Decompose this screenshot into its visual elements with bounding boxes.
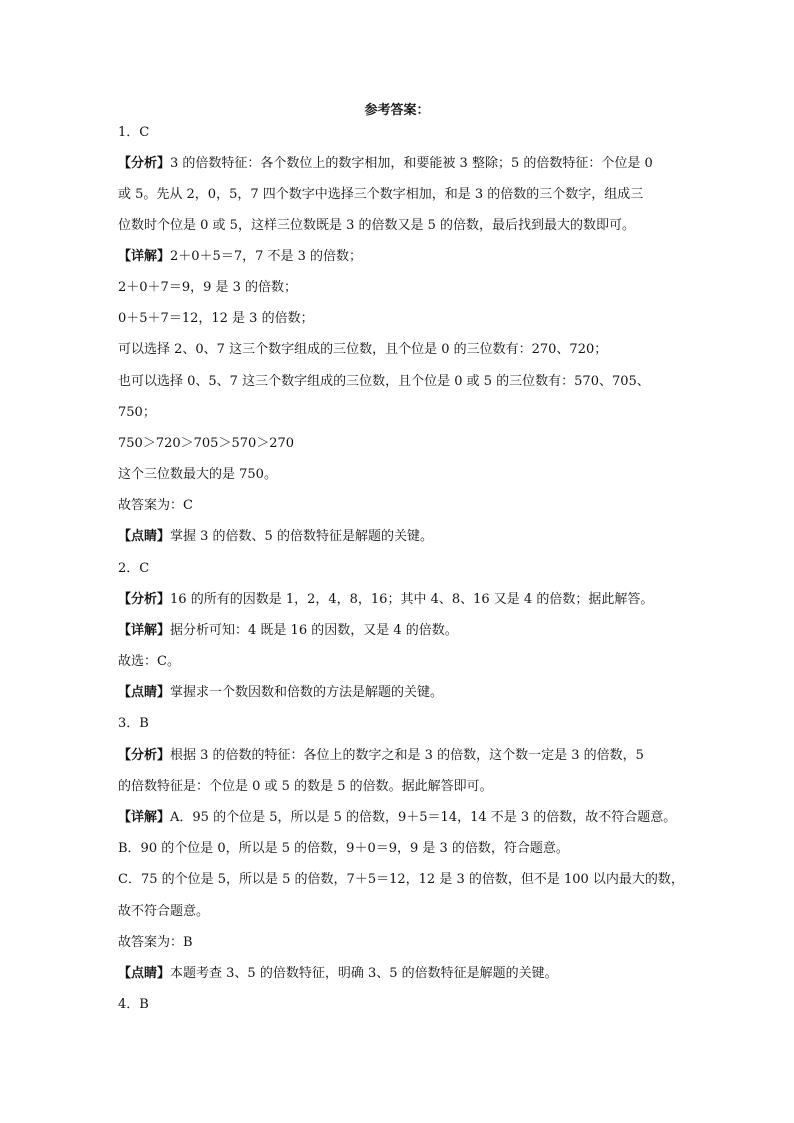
q1-detail-line-7: 750＞720＞705＞570＞270 [118,436,295,451]
q1-comment [118,528,690,546]
q2-comment [118,684,690,702]
page-title: 参考答案： [364,103,430,118]
comment-tag: 【点睛】 [118,685,171,700]
analysis-tag: 【分析】 [118,156,171,171]
detail-tag: 【详解】 [118,623,171,638]
detail-tag: 【详解】 [118,249,171,264]
analysis-tag: 【分析】 [118,592,171,607]
comment-text: 掌握 3 的倍数、5 的倍数特征是解题的关键。 [170,529,433,544]
q3-detail-line-4: 故不符合题意。 [118,904,210,919]
q3-analysis-line-1 [118,747,690,765]
q3-detail-line-1 [118,809,690,827]
q1-number: 1．C [118,125,150,140]
analysis-text: 根据 3 的倍数的特征：各位上的数字之和是 3 的倍数，这个数一定是 3 的倍数，5 [170,748,644,763]
analysis-text: 3 的倍数特征：各个数位上的数字相加，和要能被 3 整除；5 的倍数特征：个位是 0 [170,156,653,171]
q1-answer: 故答案为：C [118,498,193,513]
q3-answer: 故答案为：B [118,935,193,950]
q1-detail-line-2: 2＋0＋7＝9，9 是 3 的倍数； [118,280,298,295]
q3-detail-line-3: C．75 的个位是 5，所以是 5 的倍数，7＋5＝12，12 是 3 的倍数，但不是 100 以内最大的数， [118,872,684,887]
analysis-text: 16 的所有的因数是 1，2，4，8，16；其中 4、8、16 又是 4 的倍数；据此解答。 [170,592,654,607]
q2-number: 2．C [118,561,150,576]
q1-detail-line-4: 可以选择 2、0、7 这三个数字组成的三位数，且个位是 0 的三位数有：270、720； [118,342,608,357]
detail-text: 2＋0＋5＝7，7 不是 3 的倍数； [170,249,363,264]
q3-analysis-line-2: 的倍数特征是：个位是 0 或 5 的数是 5 的倍数。据此解答即可。 [118,779,493,794]
analysis-tag: 【分析】 [118,748,171,763]
q2-answer: 故选：C。 [118,654,180,669]
q3-comment [118,965,690,983]
comment-tag: 【点睛】 [118,529,171,544]
detail-text: 据分析可知：4 既是 16 的因数，又是 4 的倍数。 [170,623,458,638]
q1-detail-line-1 [118,248,690,266]
q1-analysis-line-1 [118,155,690,173]
detail-text: A．95 的个位是 5，所以是 5 的倍数，9＋5＝14，14 不是 3 的倍数，故不符合题意。 [170,810,677,825]
q1-detail-line-8: 这个三位数最大的是 750。 [118,467,277,482]
q2-analysis [118,591,690,609]
q2-detail-line-1 [118,622,690,640]
q4-number: 4．B [118,997,149,1012]
q1-detail-line-6: 750； [118,405,156,420]
q1-detail-line-5: 也可以选择 0、5、7 这三个数字组成的三位数，且个位是 0 或 5 的三位数有：570、705、 [118,374,650,389]
q3-detail-line-2: B．90 的个位是 0，所以是 5 的倍数，9＋0＝9，9 是 3 的倍数，符合题意。 [118,841,569,856]
comment-text: 掌握求一个数因数和倍数的方法是解题的关键。 [170,685,444,700]
comment-text: 本题考查 3、5 的倍数特征，明确 3、5 的倍数特征是解题的关键。 [170,966,558,981]
q1-analysis-line-3: 位数时个位是 0 或 5，这样三位数既是 3 的倍数又是 5 的倍数，最后找到最大的数即可。 [118,218,636,233]
comment-tag: 【点睛】 [118,966,171,981]
detail-tag: 【详解】 [118,810,171,825]
q3-number: 3．B [118,716,149,731]
q1-detail-line-3: 0＋5＋7＝12，12 是 3 的倍数； [118,311,314,326]
q1-analysis-line-2: 或 5。先从 2，0，5，7 四个数字中选择三个数字相加，和是 3 的倍数的三个数字，组成三 [118,187,644,202]
